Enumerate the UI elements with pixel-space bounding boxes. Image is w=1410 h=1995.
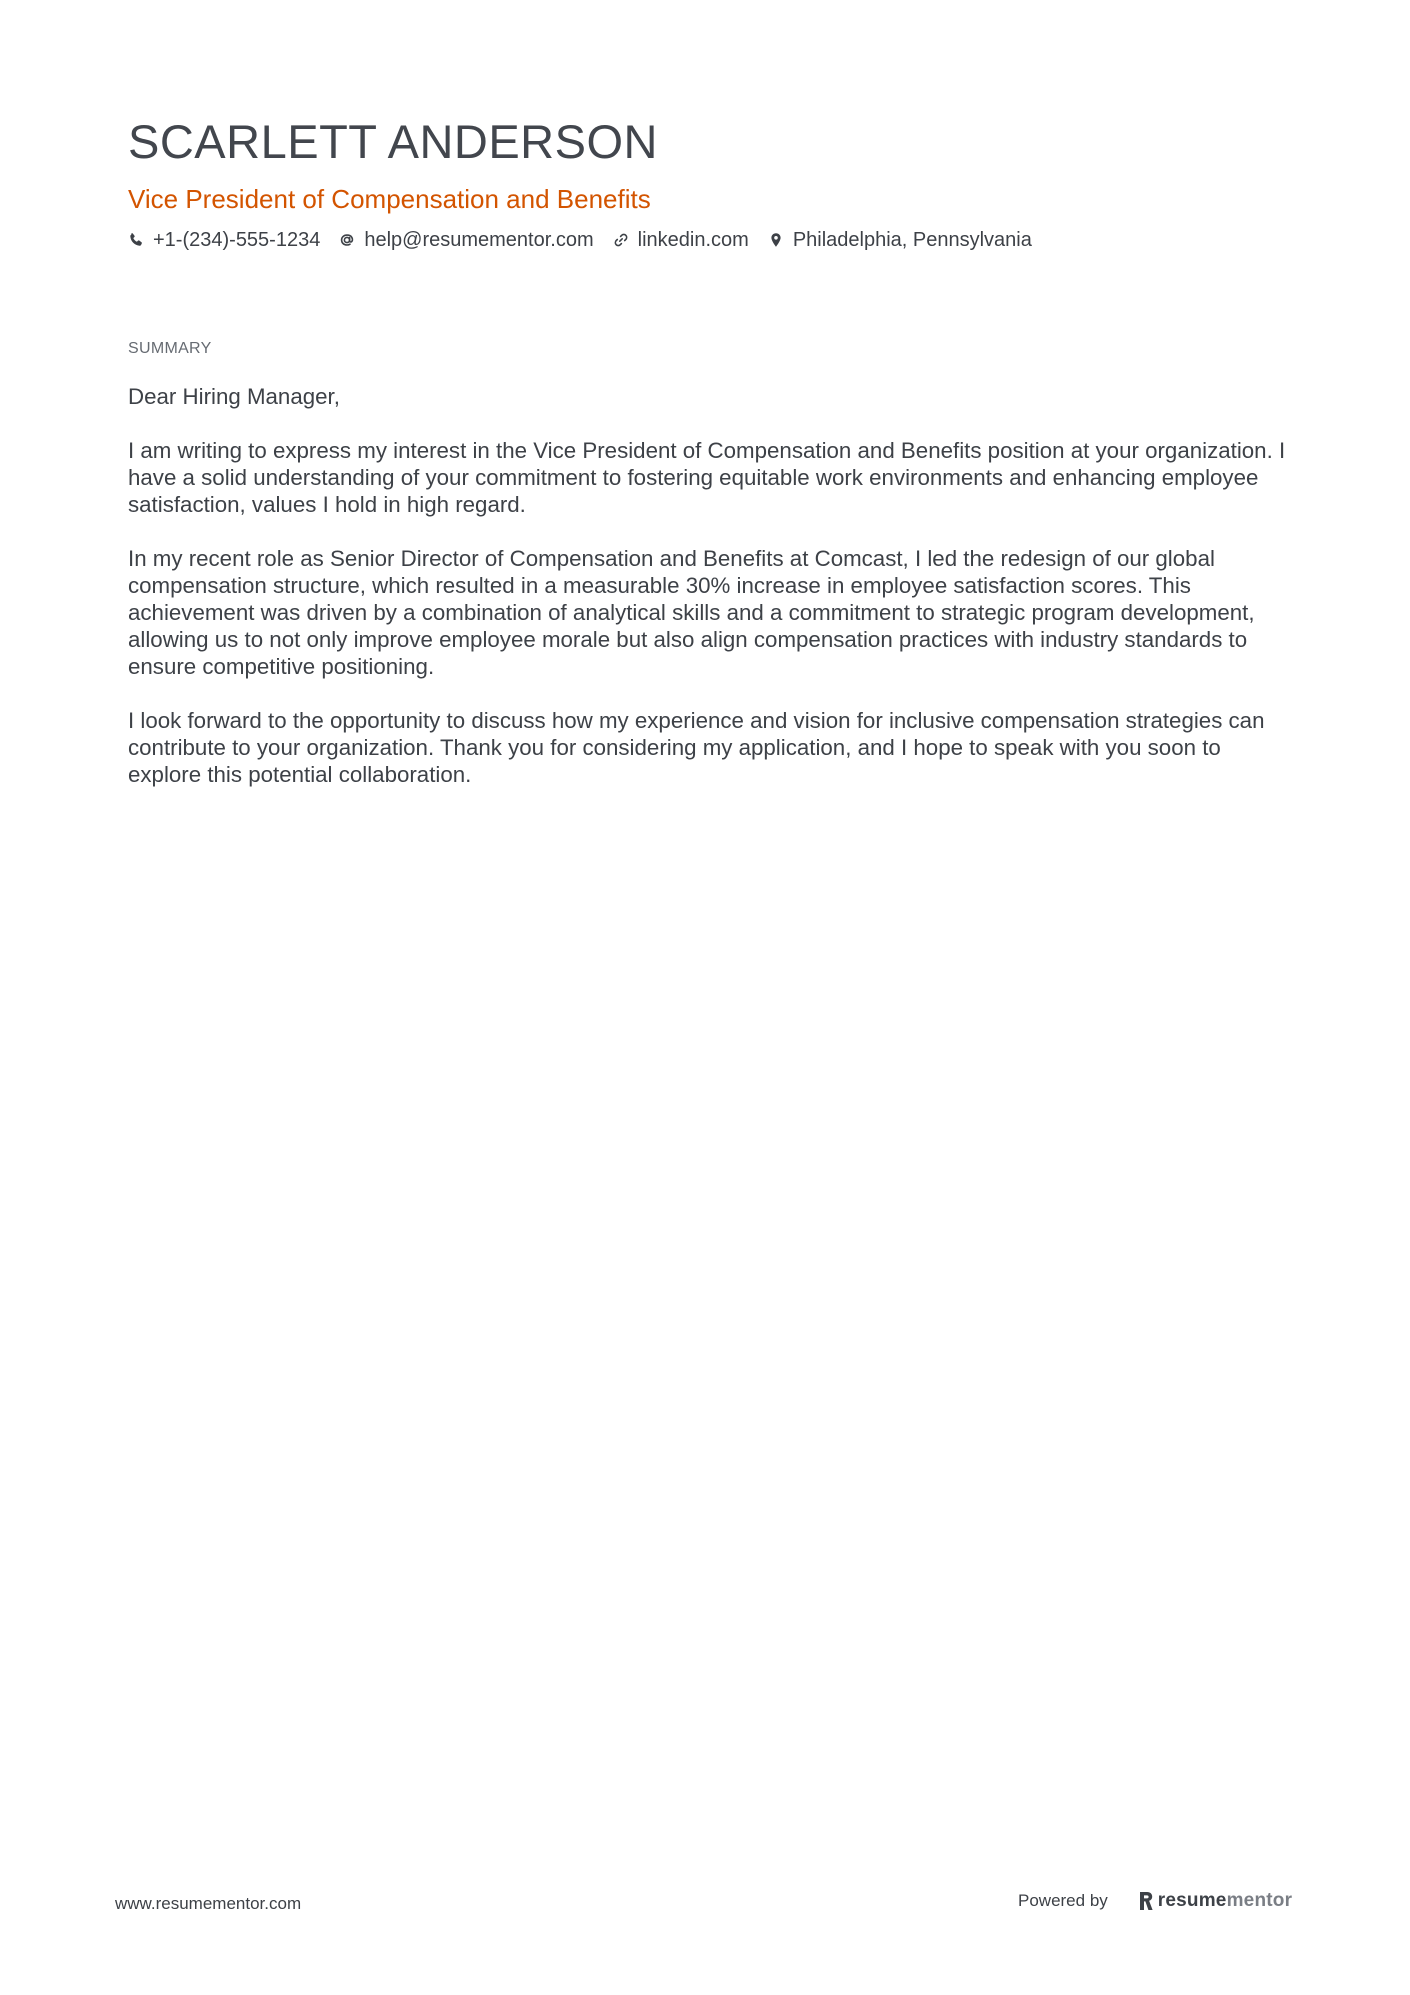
salutation: Dear Hiring Manager, <box>128 384 340 409</box>
contact-phone <box>128 229 320 252</box>
phone-icon <box>128 232 144 248</box>
powered-by-label: Powered by <box>1018 1891 1108 1910</box>
linkedin-link: linkedin.com <box>637 228 749 251</box>
brand-name-bold: resume <box>1157 1890 1227 1911</box>
location-pin-icon <box>768 232 784 248</box>
letter-paragraph-closing: I look forward to the opportunity to discuss how my experience and vision for inclusive compensation strategies can contribute to your organization. Thank you for considering my application, and I hope to speak with you soon to explore this potential collaboration. <box>128 708 1265 787</box>
footer-website-link[interactable]: www.resumementor.com <box>115 1894 302 1913</box>
contact-info <box>128 226 1051 254</box>
brand-name <box>1158 1890 1292 1912</box>
letter-paragraph-intro: I am writing to express my interest in the Vice President of Compensation and Benefits position at your organization. I have a solid understanding of your commitment to fostering equitable work environments and enhancing employee satisfaction, values I hold in high regard. <box>128 438 1286 517</box>
resumementor-logo-icon <box>1138 1891 1154 1911</box>
email-address: help@resumementor.com <box>364 228 594 251</box>
candidate-name: SCARLETT ANDERSON <box>128 115 658 168</box>
brand-name-light: mentor <box>1226 1890 1293 1911</box>
letter-paragraph-experience: In my recent role as Senior Director of Compensation and Benefits at Comcast, I led the redesign of our global compensation structure, which resulted in a measurable 30% increase in employee satisfaction scores. This achievement was driven by a combination of analytical skills and a commitment to strategic program development, allowing us to not only improve employee morale but also align compensation practices with industry standards to ensure competitive positioning. <box>128 546 1255 679</box>
brand-logo[interactable] <box>1138 1890 1292 1912</box>
contact-email[interactable] <box>339 229 593 252</box>
job-title: Vice President of Compensation and Benefits <box>128 184 651 214</box>
phone-number: +1-(234)-555-1234 <box>153 228 321 251</box>
at-icon <box>339 232 355 248</box>
link-icon <box>613 232 629 248</box>
location-text: Philadelphia, Pennsylvania <box>792 228 1032 251</box>
contact-location <box>768 229 1032 252</box>
contact-linkedin[interactable] <box>613 229 749 252</box>
letter-body <box>128 383 1293 815</box>
powered-by <box>1018 1890 1292 1912</box>
summary-heading: SUMMARY <box>128 340 212 357</box>
